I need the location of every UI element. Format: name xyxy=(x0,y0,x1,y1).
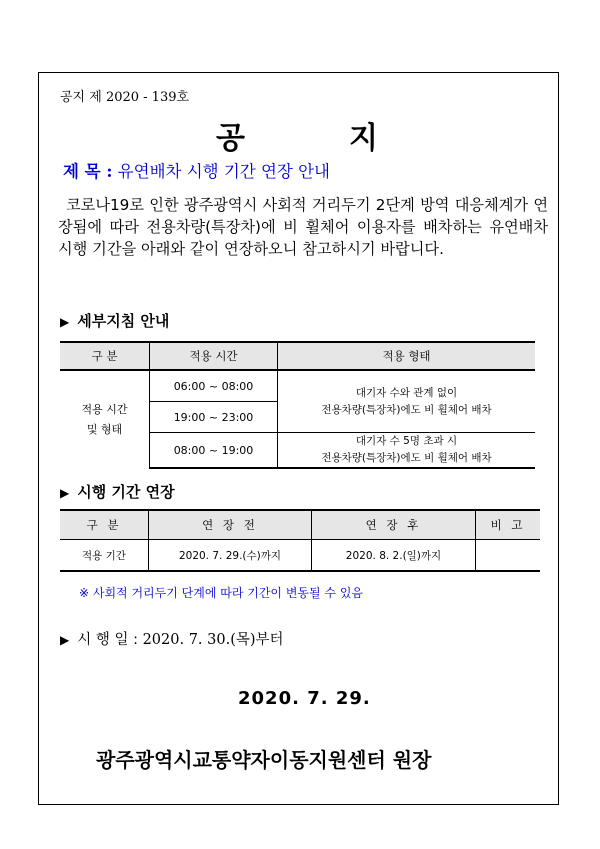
header-after: 연 장 후 xyxy=(312,510,476,540)
section-extension-heading xyxy=(60,481,175,502)
execution-date-line xyxy=(60,628,284,649)
triangle-bullet-icon: ▶ xyxy=(60,486,70,500)
row-label-cell xyxy=(60,370,150,468)
type-a-cell xyxy=(278,370,536,433)
execution-value: 2020. 7. 30.(목)부터 xyxy=(142,632,284,648)
header-category: 구 분 xyxy=(60,510,149,540)
type-b-line-1: 대기자 수 5명 초과 시 xyxy=(355,435,458,447)
time-slot-3: 08:00 ~ 19:00 xyxy=(150,433,278,469)
cell-before-date: 2020. 7. 29.(수)까지 xyxy=(149,540,312,572)
section-guidelines-heading xyxy=(60,310,169,331)
execution-label: 시 행 일 : xyxy=(77,632,138,648)
section-extension-title: 시행 기간 연장 xyxy=(77,483,175,501)
header-apply-time: 적용 시간 xyxy=(150,342,278,370)
cell-after-date: 2020. 8. 2.(일)까지 xyxy=(312,540,476,572)
header-before: 연 장 전 xyxy=(149,510,312,540)
title-char-2: 지 xyxy=(349,121,378,156)
subject-text: 유연배차 시행 기간 연장 안내 xyxy=(117,162,330,181)
body-text: 코로나19로 인한 광주광역시 사회적 거리두기 2단계 방역 대응체계가 연장됨에 따라 전용차량(특장차)에 비 휠체어 이용자를 배차하는 유연배차 시행 기간을 아래와 같이 연장하오니 참고하시기 바랍니다. xyxy=(58,196,548,258)
type-a-line-1: 대기자 수와 관계 없이 xyxy=(355,386,458,399)
time-slot-1: 06:00 ~ 08:00 xyxy=(150,370,278,402)
notice-number: 공지 제 2020 - 139호 xyxy=(60,90,190,105)
triangle-bullet-icon: ▶ xyxy=(60,315,70,329)
time-slot-2: 19:00 ~ 23:00 xyxy=(150,402,278,433)
header-category: 구 분 xyxy=(60,342,150,370)
notice-remark: ※ 사회적 거리두기 단계에 따라 기간이 변동될 수 있음 xyxy=(79,586,364,600)
title-char-1: 공 xyxy=(216,121,245,156)
extension-table xyxy=(60,509,540,572)
header-remarks: 비 고 xyxy=(476,510,541,540)
guidelines-table xyxy=(60,341,535,469)
type-a-line-2: 전용차량(특장차)에도 비 휠체어 배차 xyxy=(321,403,492,416)
cell-remarks xyxy=(476,540,541,572)
issuing-organization: 광주광역시교통약자이동지원센터 원장 xyxy=(96,748,432,772)
issue-date: 2020. 7. 29. xyxy=(238,688,371,709)
header-apply-type: 적용 형태 xyxy=(278,342,536,370)
cell-period-label: 적용 기간 xyxy=(60,540,149,572)
body-paragraph xyxy=(58,194,548,260)
type-b-cell xyxy=(278,433,536,469)
row-label-line-2: 및 형태 xyxy=(86,422,123,436)
row-label-line-1: 적용 시간 xyxy=(81,402,128,416)
section-guidelines-title: 세부지침 안내 xyxy=(77,312,170,330)
subject-label: 제 목 : xyxy=(63,162,113,181)
type-b-line-2: 전용차량(특장차)에도 비 휠체어 배차 xyxy=(321,452,492,464)
triangle-bullet-icon: ▶ xyxy=(60,633,70,647)
subject-line xyxy=(63,158,330,182)
